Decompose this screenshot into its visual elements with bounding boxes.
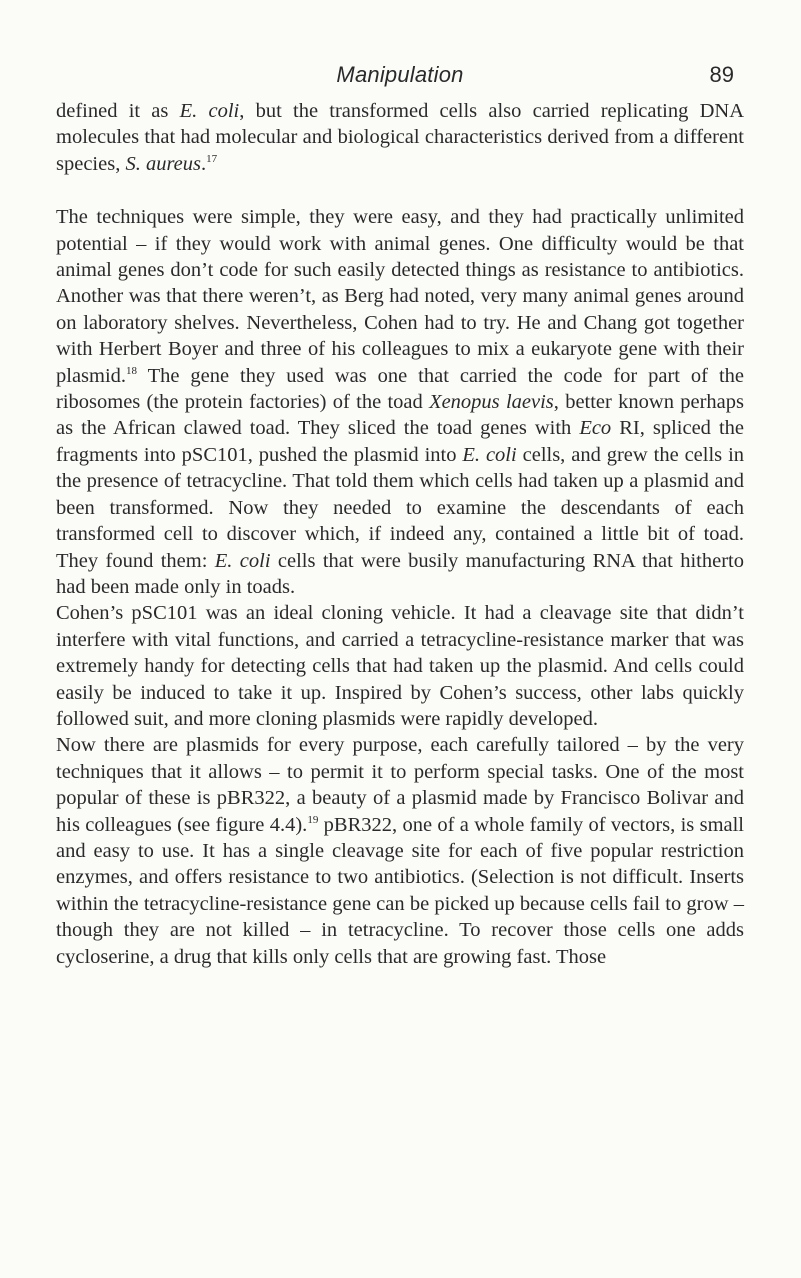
- species-name: S. aureus: [125, 152, 201, 175]
- paragraph-2: [56, 204, 744, 600]
- book-page: [56, 62, 744, 970]
- text-run: , but the transformed cells also carried replicating DNA molecules that had molecular and biological characteristics derived from a different species,: [56, 100, 745, 175]
- species-name: E. coli: [462, 443, 517, 466]
- text-run: cells, and grew the cells in the presence of tetracycline. That told them which cells had taken up a plasmid and been transformed. Now they needed to examine the descendants of each transformed cell to discover which, if indeed any, contained a little bit of toad. They found them:: [56, 443, 745, 572]
- species-name: E. coli: [214, 549, 271, 572]
- text-run: The gene they used was one that carried the code for part of the ribosomes (the protein factories) of the toad: [56, 364, 744, 414]
- text-run: .: [201, 152, 207, 175]
- page-number: 89: [709, 62, 734, 87]
- text-run: Cohen’s pSC101 was an ideal cloning vehicle. It had a cleavage site that didn’t interfere with vital functions, and carried a tetracycline-resistance marker that was extremely handy for detecting cells that had taken up the plasmid. And cells could easily be induced to take it up. Inspired by Cohen’s success, other labs quickly followed suit, and more cloning plasmids were rapidly developed.: [56, 602, 744, 730]
- paragraph-4: [56, 732, 744, 970]
- text-run: , better known perhaps as the African clawed toad. They sliced the toad genes with: [56, 391, 744, 440]
- text-run: RI, spliced the fragments into pSC101, pushed the plasmid into: [56, 417, 744, 466]
- species-name: Xenopus laevis: [429, 391, 554, 414]
- enzyme-name: Eco: [579, 417, 612, 440]
- running-head: Manipulation: [336, 62, 464, 87]
- text-run: Now there are plasmids for every purpose, each carefully tailored – by the very techniques that it allows – to permit it to perform special tasks. One of the most popular of these is pBR322, a beauty of a plasmid made by Francisco Bolivar and his colleagues (see figure 4.4).: [56, 734, 744, 836]
- footnote-ref-17: 17: [206, 152, 218, 165]
- species-name: E. coli: [179, 100, 240, 122]
- section-gap: [56, 177, 744, 204]
- footnote-ref-18: 18: [126, 364, 138, 377]
- text-run: cells that were busily manufacturing RNA that hitherto had been made only in toads.: [56, 549, 744, 598]
- footnote-ref-19: 19: [307, 813, 319, 826]
- page-header: [56, 62, 744, 98]
- text-run: pBR322, one of a whole family of vectors, is small and easy to use. It has a single cleavage site for each of five popular restriction enzymes, and offers resistance to two antibiotics. (Selection is not difficult. Inserts within the tetracycline-resistance gene can be picked up because cells fail to grow – though they are not killed – in tetracycline. To recover those cells one adds cycloserine, a drug that kills only cells that are growing fast. Those: [56, 813, 745, 968]
- text-run: The techniques were simple, they were easy, and they had practically unlimited potential – if they would work with animal genes. One difficulty would be that animal genes don’t code for such easily detected things as resistance to antibiotics. Another was that there weren’t, as Berg had noted, very many animal genes around on laboratory shelves. Nevertheless, Cohen had to try. He and Chang got together with Herbert Boyer and three of his colleagues to mix a eukaryote gene with their plasmid.: [56, 206, 744, 387]
- text-run: defined it as: [56, 100, 180, 122]
- body-text: [56, 98, 744, 970]
- paragraph-1: [56, 98, 744, 177]
- paragraph-3: [56, 600, 744, 732]
